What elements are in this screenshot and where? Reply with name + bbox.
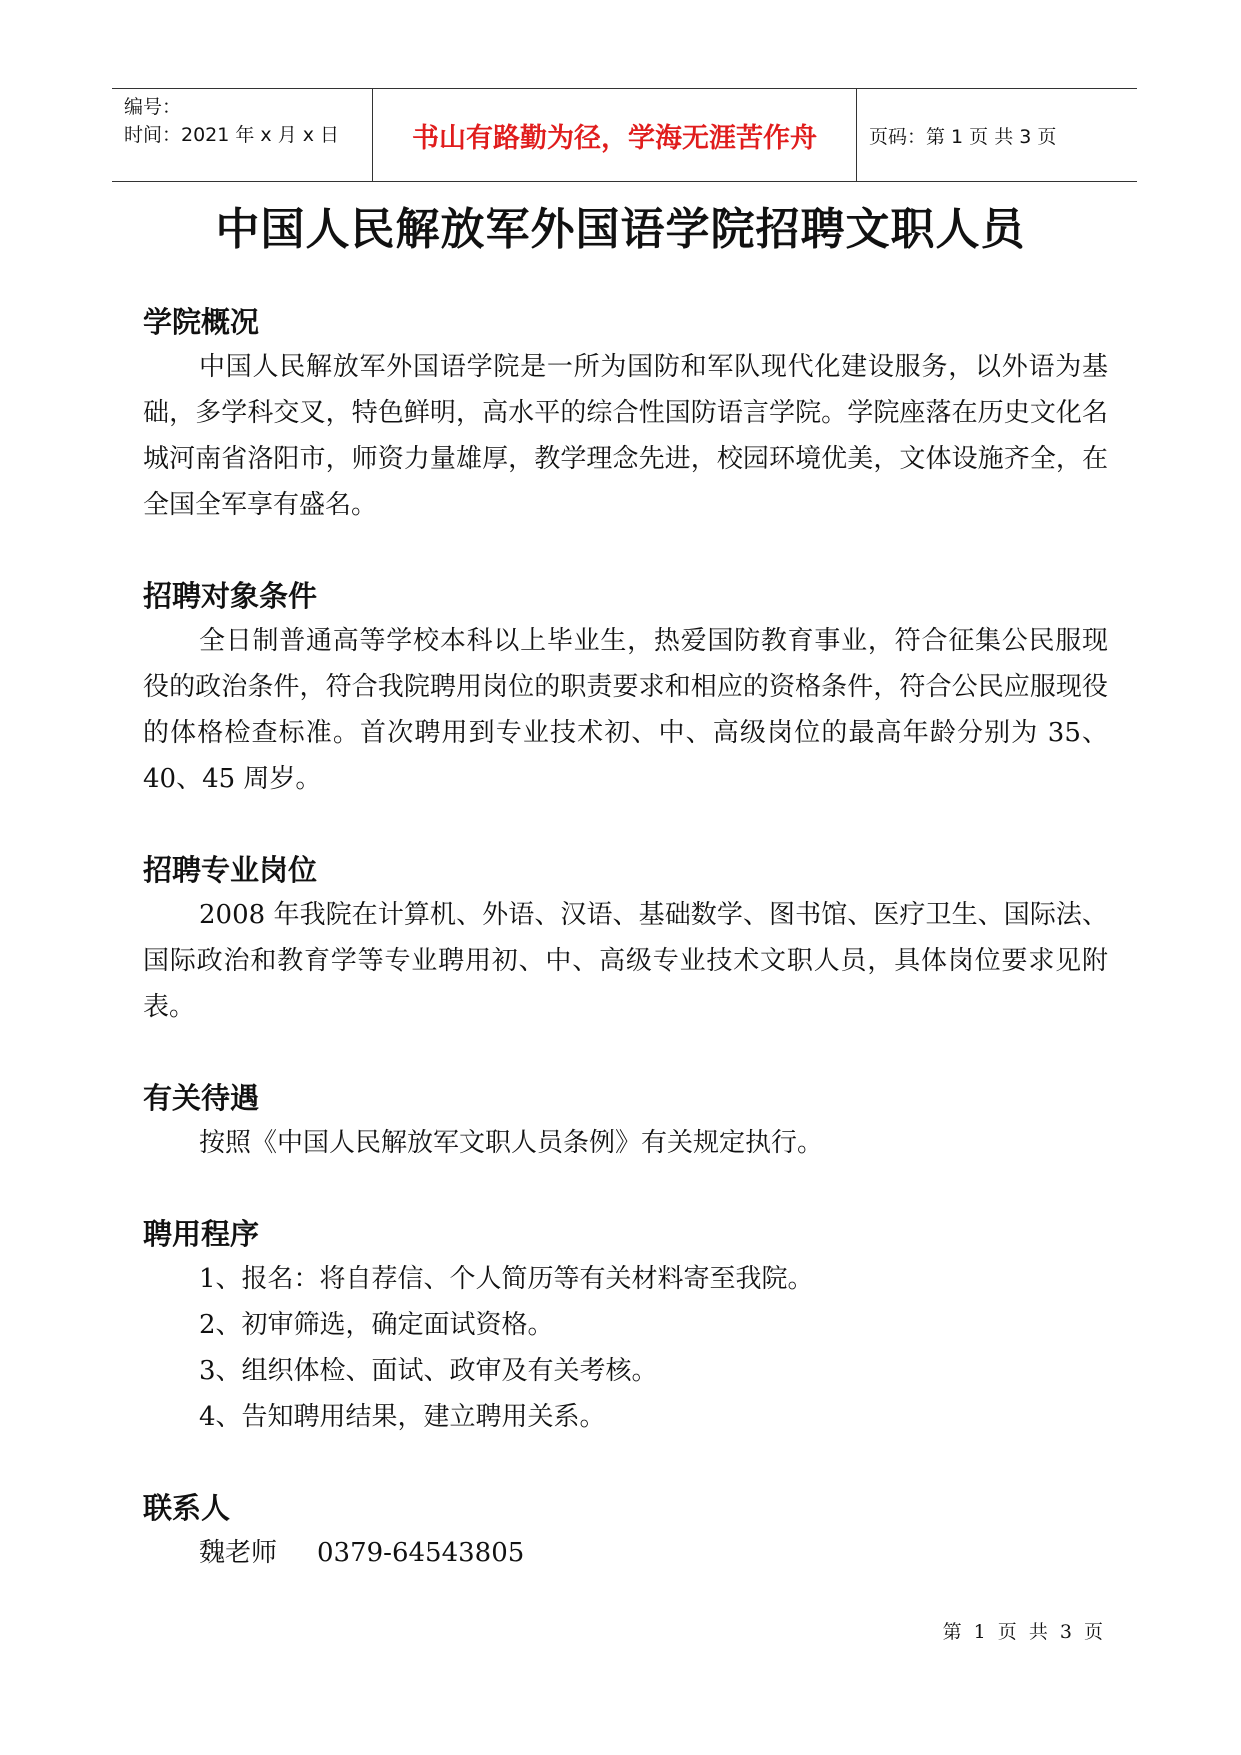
contact-line (143, 1530, 1108, 1576)
procedure-step: 3、组织体检、面试、政审及有关考核。 (199, 1356, 658, 1386)
section-paragraph-benefits: 按照《中国人民解放军文职人员条例》有关规定执行。 (199, 1128, 824, 1158)
section-heading-contact: 联系人 (143, 1491, 231, 1525)
procedure-step: 2、初审筛选，确定面试资格。 (199, 1310, 554, 1340)
section-heading-overview: 学院概况 (143, 305, 260, 339)
procedure-step: 1、报名：将自荐信、个人简历等有关材料寄至我院。 (199, 1264, 814, 1294)
contact-phone: 0379-64543805 (317, 1538, 525, 1568)
header-motto: 书山有路勤为径，学海无涯苦作舟 (372, 89, 857, 181)
document-title: 中国人民解放军外国语学院招聘文职人员 (215, 204, 1026, 255)
page-footer: 第 1 页 共 3 页 (942, 1621, 1106, 1643)
section-paragraph-eligibility: 全日制普通高等学校本科以上毕业生，热爱国防教育事业，符合征集公民服现役的政治条件，符合我院聘用岗位的职责要求和相应的资格条件，符合公民应服现役的体格检查标准。首次聘用到专业技术初、中、高级岗位的最高年龄分别为 35、40、45 周岁。 (143, 626, 1108, 794)
section-paragraph-overview: 中国人民解放军外国语学院是一所为国防和军队现代化建设服务，以外语为基础，多学科交叉，特色鲜明，高水平的综合性国防语言学院。学院座落在历史文化名城河南省洛阳市，师资力量雄厚，教学理念先进，校园环境优美，文体设施齐全，在全国全军享有盛名。 (143, 352, 1108, 520)
section-heading-benefits: 有关待遇 (143, 1081, 260, 1115)
section-heading-eligibility: 招聘对象条件 (143, 579, 318, 613)
serial-number-label: 编号： (124, 96, 182, 118)
section-heading-procedure: 聘用程序 (143, 1217, 260, 1251)
document-header (112, 88, 1137, 182)
procedure-step: 4、告知聘用结果，建立聘用关系。 (199, 1402, 606, 1432)
header-meta (112, 89, 372, 181)
section-heading-positions: 招聘专业岗位 (143, 853, 318, 887)
document-body (143, 300, 1108, 1576)
section-paragraph-positions: 2008 年我院在计算机、外语、汉语、基础数学、图书馆、医疗卫生、国际法、国际政治和教育学等专业聘用初、中、高级专业技术文职人员，具体岗位要求见附表。 (143, 900, 1108, 1022)
contact-name: 魏老师 (199, 1538, 278, 1568)
date-text: 时间：2021 年 x 月 x 日 (124, 124, 340, 146)
header-page-info: 页码：第 1 页 共 3 页 (869, 125, 1057, 148)
